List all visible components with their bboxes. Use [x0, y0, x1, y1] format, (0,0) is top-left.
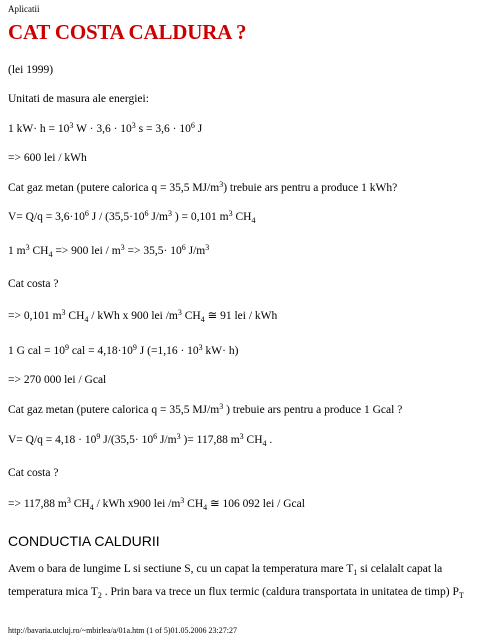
text-run: CH [184, 498, 204, 510]
text-run: V= Q/q = 3,6·10 [8, 211, 85, 223]
text-run: Cat costa ? [8, 278, 59, 290]
text-run: W · 3,6 · 10 [73, 123, 132, 135]
paragraph [8, 209, 255, 226]
text-run: => 600 lei / kWh [8, 152, 87, 164]
superscript: 9 [132, 343, 137, 352]
running-header: Aplicatii [8, 4, 40, 14]
text-run: temperatura mica T [8, 586, 98, 598]
text-run: J/(35,5· 10 [100, 434, 154, 446]
text-run: . Prin bara va trece un flux termic (caldura transportata in unitatea de timp) P [101, 586, 459, 598]
text-run: kW· h) [202, 345, 239, 357]
text-run: CH [181, 310, 201, 322]
text-run: ) trebuie ars pentru a produce 1 Gcal ? [223, 404, 403, 416]
text-run: ≅ 91 lei / kWh [204, 310, 278, 322]
text-run: ) trebuie ars pentru a produce 1 kWh? [223, 182, 398, 194]
text-run: J [194, 123, 203, 135]
superscript: 9 [64, 343, 69, 352]
text-run: )= 117,88 m [180, 434, 240, 446]
text-run: s = 3,6 · 10 [135, 123, 191, 135]
superscript: 3 [177, 308, 182, 317]
paragraph [8, 64, 53, 78]
text-run: CH [232, 211, 252, 223]
subscript: 1 [353, 568, 358, 577]
subscript: 4 [48, 250, 53, 259]
superscript: 6 [84, 209, 89, 218]
paragraph [8, 374, 106, 388]
subscript: 4 [262, 439, 267, 448]
text-run: cal = 4,18·10 [68, 345, 133, 357]
superscript: 3 [228, 209, 233, 218]
paragraph [8, 308, 277, 325]
superscript: 6 [181, 243, 186, 252]
subscript: 4 [251, 216, 256, 225]
subscript: 4 [203, 503, 208, 512]
page-title: CAT COSTA CALDURA ? [8, 20, 247, 44]
subscript: 4 [200, 315, 205, 324]
text-run: => 0,101 m [8, 310, 62, 322]
footer-url: http://bavaria.utcluj.ro/~mbirlea/a/01a.htm (1 of 5)01.05.2006 23:27:27 [8, 626, 237, 635]
paragraph [8, 121, 202, 137]
section-heading: CONDUCTIA CALDURII [8, 533, 160, 549]
superscript: 3 [167, 209, 172, 218]
text-run: => 117,88 m [8, 498, 67, 510]
text-run: 1 m [8, 245, 26, 257]
text-run: / kWh x 900 lei /m [88, 310, 178, 322]
text-run: J/m [148, 211, 168, 223]
text-run: ≅ 106 092 lei / Gcal [207, 498, 305, 510]
paragraph [8, 402, 402, 418]
text-run: ) = 0,101 m [171, 211, 229, 223]
paragraph [8, 93, 149, 107]
paragraph [8, 243, 209, 260]
superscript: 3 [131, 121, 136, 130]
paragraph [8, 586, 464, 601]
paragraph [8, 467, 58, 481]
superscript: 3 [25, 243, 30, 252]
superscript: 3 [219, 180, 224, 189]
text-run: 1 G cal = 10 [8, 345, 65, 357]
text-run: V= Q/q = 4,18 · 10 [8, 434, 97, 446]
subscript: 2 [97, 591, 102, 600]
text-run: 1 kW· h = 10 [8, 123, 70, 135]
superscript: 9 [96, 432, 101, 441]
subscript: 4 [89, 503, 94, 512]
text-run: CH [29, 245, 49, 257]
text-run: Unitati de masura ale energiei: [8, 93, 149, 105]
superscript: 3 [120, 243, 125, 252]
text-run: J/m [157, 434, 177, 446]
paragraph [8, 152, 87, 166]
superscript: 6 [144, 209, 149, 218]
superscript: 3 [66, 496, 71, 505]
text-run: . [266, 434, 273, 446]
text-run: / kWh x900 lei /m [93, 498, 181, 510]
text-run: Cat gaz metan (putere calorica q = 35,5 MJ/m [8, 404, 220, 416]
superscript: 3 [176, 432, 181, 441]
text-run: Avem o bara de lungime L si sectiune S, cu un capat la temperatura mare T [8, 563, 354, 575]
text-run: J/m [185, 245, 206, 257]
text-run: => 35,5· 10 [124, 245, 182, 257]
text-run: si celalalt capat la [357, 563, 443, 575]
paragraph [8, 563, 442, 578]
superscript: 6 [153, 432, 158, 441]
text-run: Cat gaz metan (putere calorica q = 35,5 MJ/m [8, 182, 220, 194]
paragraph [8, 432, 272, 449]
superscript: 3 [180, 496, 185, 505]
text-run: (lei 1999) [8, 64, 54, 76]
text-run: CH [243, 434, 263, 446]
paragraph [8, 343, 238, 359]
paragraph [8, 496, 305, 513]
text-run: J (=1,16 · 10 [136, 345, 199, 357]
superscript: 3 [69, 121, 74, 130]
subscript: T [458, 591, 464, 600]
text-run: Cat costa ? [8, 467, 59, 479]
paragraph [8, 180, 397, 196]
superscript: 3 [219, 402, 224, 411]
superscript: 6 [190, 121, 195, 130]
paragraph [8, 278, 58, 292]
text-run: => 270 000 lei / Gcal [8, 374, 107, 386]
text-run: CH [65, 310, 85, 322]
text-run: J / (35,5·10 [88, 211, 145, 223]
superscript: 3 [239, 432, 244, 441]
superscript: 3 [205, 243, 210, 252]
text-run: CH [70, 498, 90, 510]
superscript: 3 [61, 308, 66, 317]
superscript: 3 [198, 343, 203, 352]
subscript: 4 [84, 315, 89, 324]
text-run: => 900 lei / m [52, 245, 121, 257]
